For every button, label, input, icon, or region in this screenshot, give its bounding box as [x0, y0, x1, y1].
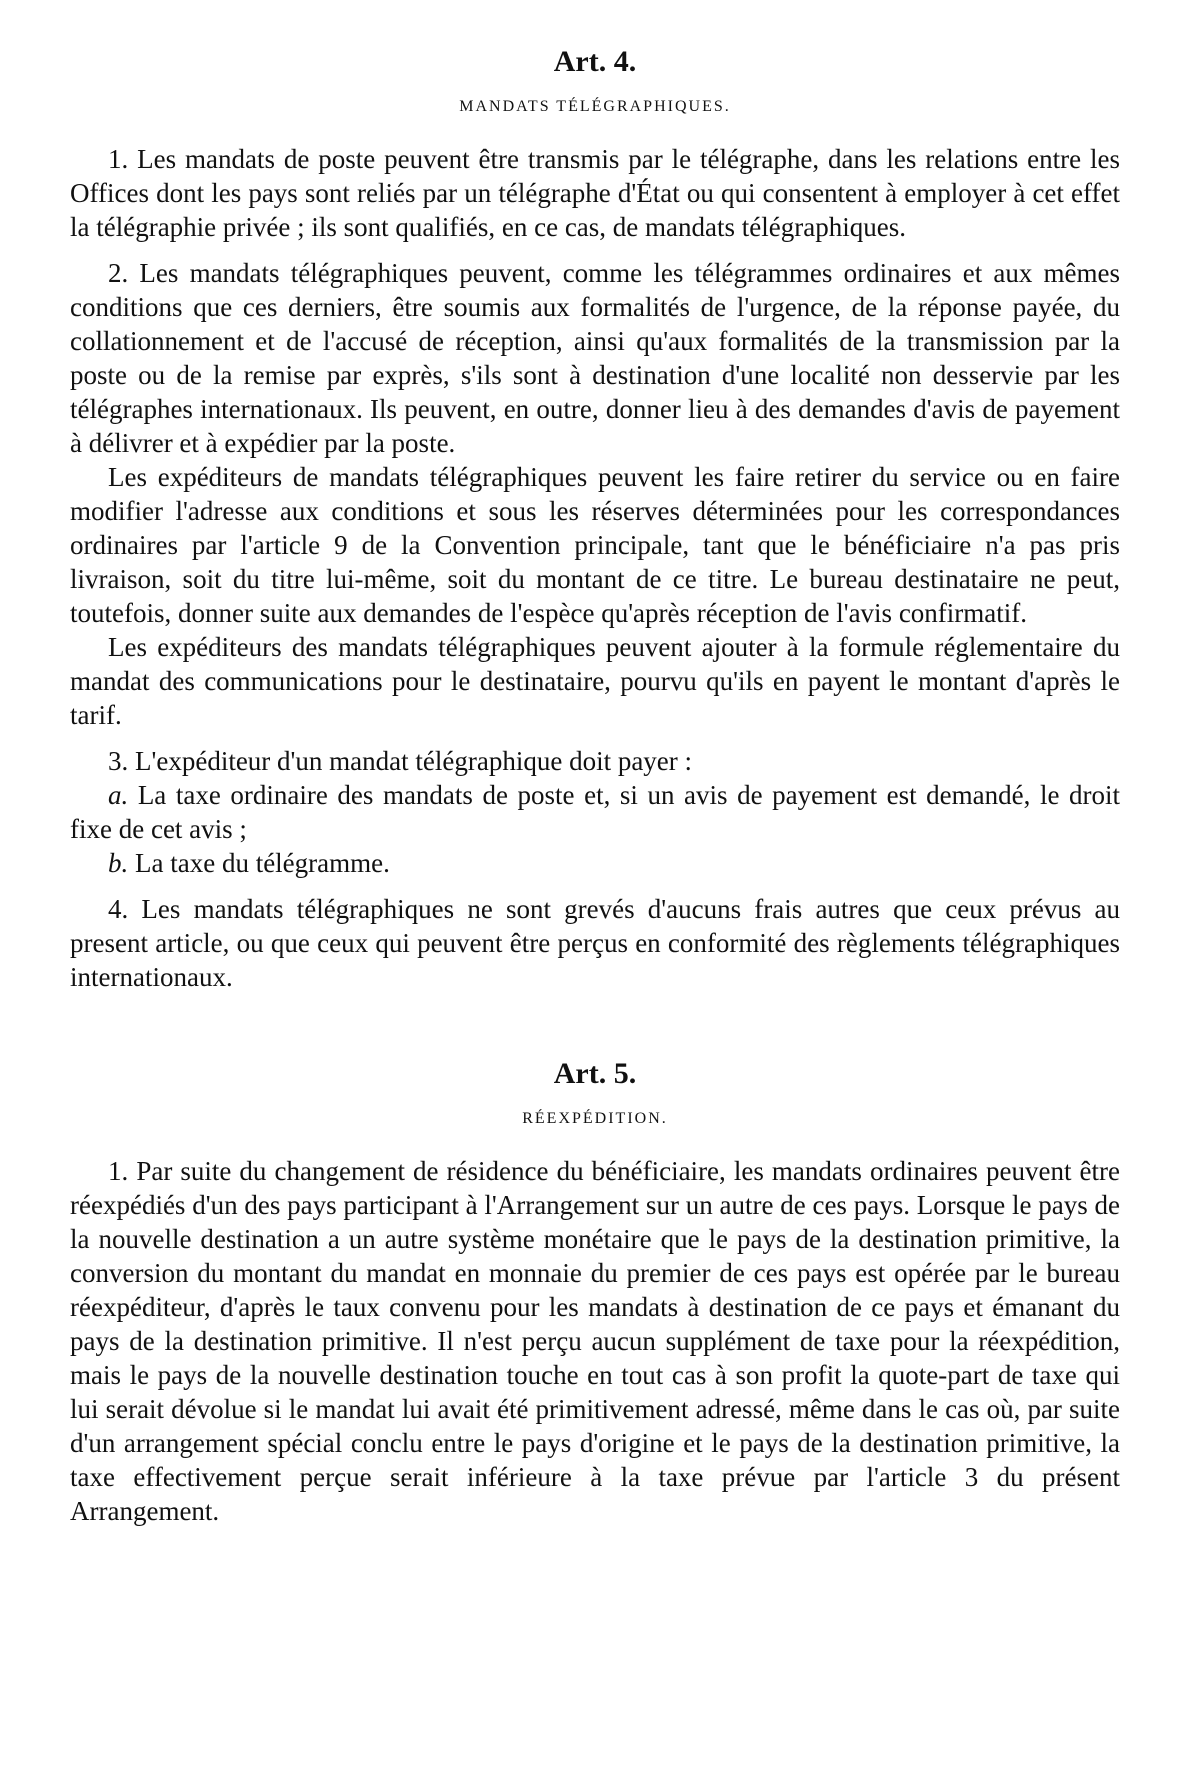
article-4-paragraph-3: 3. L'expéditeur d'un mandat télégraphique doit payer : [108, 746, 693, 776]
article-4-paragraph-2: 2. Les mandats télégraphiques peuvent, comme les télégrammes ordinaires et aux mêmes conditions que ces derniers, être soumis aux formalités de l'urgence, de la réponse payée, du collationnement et de l'accusé de réception, ainsi qu'aux formalités de la transmission par la poste ou de la remise par exprès, s'ils sont à destination d'une localité non desservie par les télégraphes internationaux. Ils peuvent, en outre, donner lieu à des demandes d'avis de payement à délivrer et à expédier par la poste. [70, 258, 1120, 458]
document-page [70, 44, 1120, 1764]
article-5-title: Art. 5. [553, 1057, 637, 1090]
article-5-subtitle: RÉEXPÉDITION. [522, 1110, 668, 1127]
item-a-text: La taxe ordinaire des mandats de poste et, si un avis de payement est demandé, le droit fixe de cet avis ; [70, 780, 1120, 844]
section-spacer [70, 994, 1120, 1056]
article-4-paragraph-1: 1. Les mandats de poste peuvent être transmis par le télégraphe, dans les relations entre les Offices dont les pays sont reliés par un télégraphe d'État ou qui consentent à employer à cet effet la télégraphie privée ; ils sont qualifiés, en ce cas, de mandats télégraphiques. [70, 144, 1120, 242]
article-4-title: Art. 4. [553, 45, 637, 78]
article-5-paragraph-1: 1. Par suite du changement de résidence du bénéficiaire, les mandats ordinaires peuvent être réexpédiés d'un des pays participant à l'Arrangement sur un autre de ces pays. Lorsque le pays de la nouvelle destination a un autre système monétaire que le pays de la destination primitive, la conversion du montant du mandat en monnaie du premier de ces pays est opérée par le bureau réexpéditeur, d'après le taux convenu pour les mandats à destination de ce pays et émanant du pays de la destination primitive. Il n'est perçu aucun supplément de taxe pour la réexpédition, mais le pays de la nouvelle destination touche en tout cas à son profit la quote-part de taxe qui lui serait dévolue si le mandat lui avait été primitivement adressé, même dans le cas où, par suite d'un arrangement spécial conclu entre le pays d'origine et le pays de la destination primitive, la taxe effectivement perçue serait inférieure à la taxe prévue par l'article 3 du présent Arrangement. [70, 1156, 1120, 1526]
item-b-text: La taxe du télégramme. [135, 848, 390, 878]
article-4-paragraph-2b: Les expéditeurs de mandats télégraphiques peuvent les faire retirer du service ou en faire modifier l'adresse aux conditions et sous les réserves déterminées pour les correspondances ordinaires par l'article 9 de la Convention principale, tant que le bénéficiaire n'a pas pris livraison, soit du titre lui-même, soit du montant de ce titre. Le bureau destinataire ne peut, toutefois, donner suite aux demandes de l'espèce qu'après réception de l'avis confirmatif. [70, 462, 1120, 628]
article-4-item-a [70, 778, 1120, 846]
article-4-paragraph-4: 4. Les mandats télégraphiques ne sont grevés d'aucuns frais autres que ceux prévus au present article, ou que ceux qui peuvent être perçus en conformité des règlements télégraphiques internationaux. [70, 894, 1120, 992]
article-4-item-b [70, 846, 1120, 880]
article-4-paragraph-2c: Les expéditeurs des mandats télégraphiques peuvent ajouter à la formule réglementaire du mandat des communications pour le destinataire, pourvu qu'ils en payent le montant d'après le tarif. [70, 632, 1120, 730]
item-b-letter: b. [108, 848, 129, 878]
article-4-subtitle: MANDATS TÉLÉGRAPHIQUES. [459, 98, 731, 115]
item-a-letter: a. [108, 780, 129, 810]
